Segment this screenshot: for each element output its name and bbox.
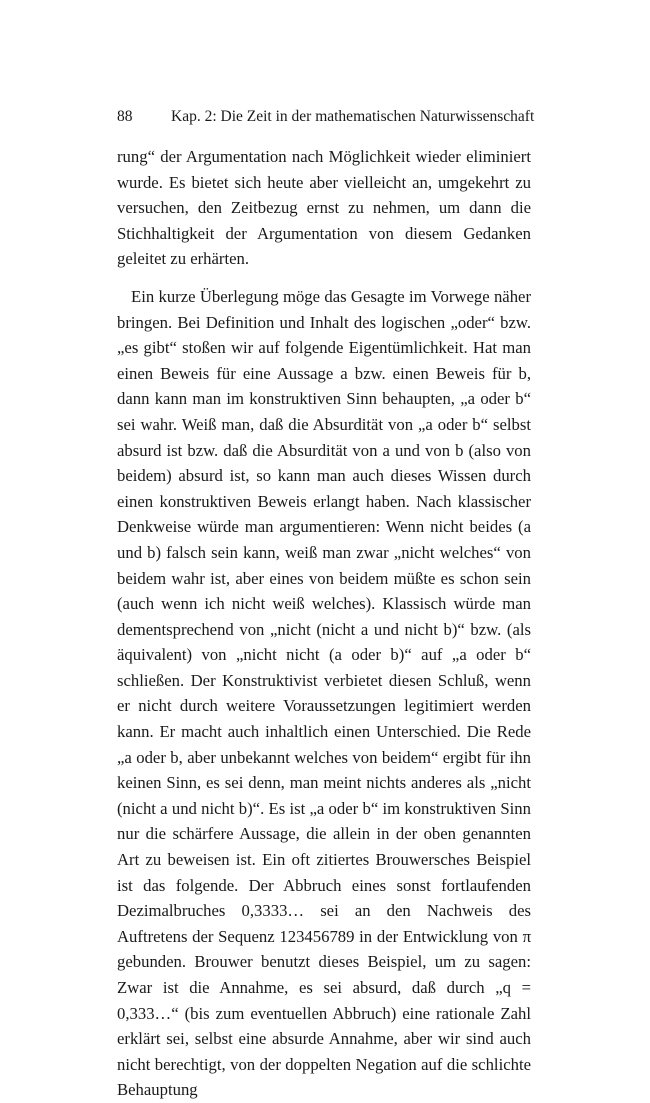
paragraph: rung“ der Argumentation nach Möglichkeit wieder eliminiert wurde. Es bietet sich heute aber vielleicht an, umgekehrt zu versuchen, den Zeitbezug ernst zu nehmen, um dann die Stichhaltigkeit der Argumentation von diesem Gedanken geleitet zu erhärten.	[117, 147, 531, 269]
running-head	[117, 107, 537, 127]
paragraph: Ein kurze Überlegung möge das Gesagte im Vorwege näher bringen. Bei Definition und Inhalt des logischen „oder“ bzw. „es gibt“ stoßen wir auf folgende Eigentümlichkeit. Hat man einen Beweis für eine Aussage a bzw. einen Beweis für b, dann kann man im konstruktiven Sinn behaupten, „a oder b“ sei wahr. Weiß man, daß die Absurdität von „a oder b“ selbst absurd ist bzw. daß die Absurdität von a und von b (also von beidem) absurd ist, so kann man auch dieses Wissen durch einen konstruktiven Beweis erlangt haben. Nach klassischer Denkweise würde man argumentieren: Wenn nicht beides (a und b) falsch sein kann, weiß man zwar „nicht welches“ von beidem wahr ist, aber eines von beidem müßte es schon sein (auch wenn ich nicht weiß welches). Klassisch würde man dementsprechend von „nicht (nicht a und nicht b)“ bzw. (als äquivalent) von „nicht nicht (a oder b)“ auf „a oder b“ schließen. Der Konstruktivist verbietet diesen Schluß, wenn er nicht durch weitere Voraussetzungen legitimiert werden kann. Er macht auch inhaltlich einen Unterschied. Die Rede „a oder b, aber unbekannt welches von beidem“ ergibt für ihn keinen Sinn, es sei denn, man meint nichts anderes als „nicht (nicht a und nicht b)“. Es ist „a oder b“ im konstruktiven Sinn nur die schärfere Aussage, die allein in der oben genannten Art zu beweisen ist. Ein oft zitiertes Brouwersches Beispiel ist das folgende. Der Abbruch eines sonst fortlaufenden Dezimalbruches 0,3333… sei an den Nachweis des Auftretens der Sequenz 123456789 in der Entwicklung von π gebunden. Brouwer benutzt dieses Beispiel, um zu sagen: Zwar ist die Annahme, es sei absurd, daß durch „q = 0,333…“ (bis zum eventuellen Abbruch) eine rationale Zahl erklärt sei, selbst eine absurde Annahme, aber wir sind auch nicht berechtigt, von der doppelten Negation auf die schlichte Behauptung	[117, 286, 531, 1100]
running-title: Kap. 2: Die Zeit in der mathematischen Naturwissenschaft	[171, 108, 535, 125]
page-number: 88	[117, 108, 133, 125]
body-text	[117, 144, 531, 1103]
